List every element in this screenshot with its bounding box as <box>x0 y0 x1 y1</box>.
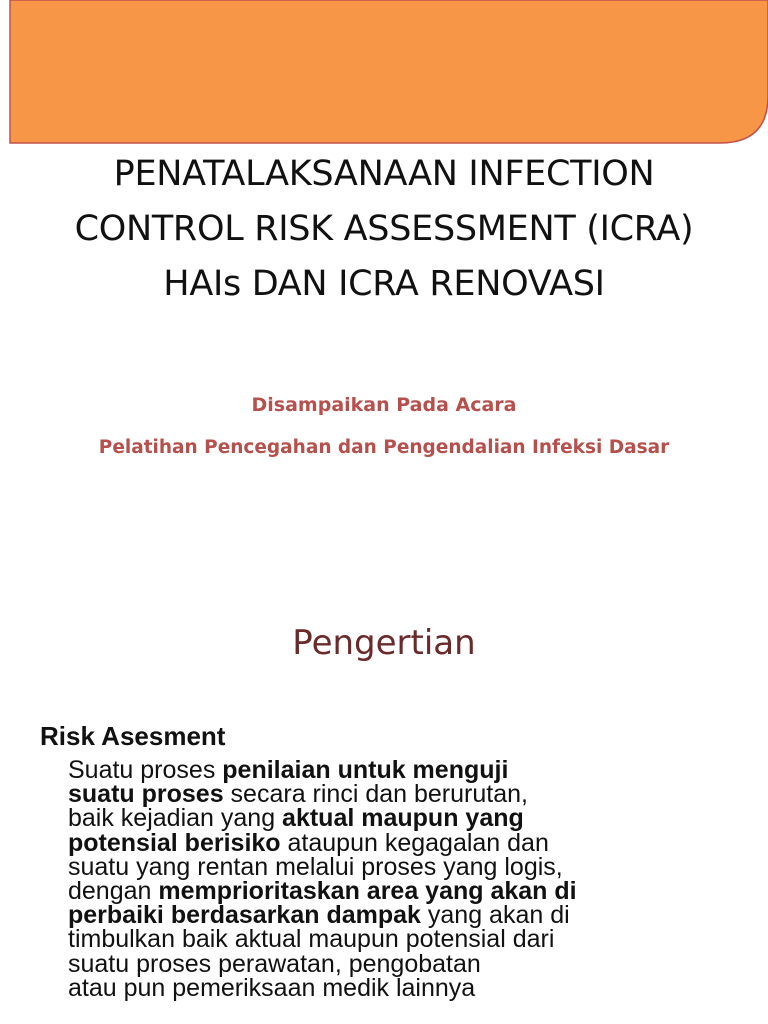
body-text: timbulkan baik aktual maupun potensial dari <box>68 925 555 954</box>
body-text: suatu yang rentan melalui proses yang logis, <box>68 852 563 881</box>
paragraph-line <box>68 852 758 881</box>
definition-paragraph <box>68 758 758 1000</box>
subtitle-event-intro: Disampaikan Pada Acara <box>251 394 517 416</box>
subtitle-event-name: Pelatihan Pencegahan dan Pengendalian Infeksi Dasar <box>98 437 670 458</box>
paragraph-line <box>68 925 758 954</box>
definition-slide <box>0 577 768 1024</box>
paragraph-line <box>68 780 758 809</box>
body-text: baik kejadian yang <box>68 804 283 833</box>
body-text: ataupun kegagalan dan <box>280 828 549 857</box>
emphasized-text: aktual maupun yang <box>282 804 524 833</box>
slide-title: Pengertian <box>292 623 476 663</box>
paragraph-line <box>68 877 758 906</box>
body-text: atau pun pemeriksaan medik lainnya <box>68 973 476 1002</box>
section-heading: Risk Asesment <box>40 721 226 751</box>
body-text: yang akan di <box>420 901 570 930</box>
body-text: suatu proses perawatan, pengobatan <box>68 949 481 978</box>
title-line-2: CONTROL RISK ASSESSMENT (ICRA) <box>74 209 694 249</box>
orange-banner <box>0 0 768 150</box>
emphasized-text: suatu proses <box>68 780 224 809</box>
paragraph-line <box>68 758 758 782</box>
body-text: dengan <box>68 877 159 906</box>
paragraph-line <box>68 828 758 857</box>
title-line-1: PENATALAKSANAAN INFECTION <box>113 154 655 194</box>
emphasized-text: memprioritaskan area yang akan di <box>158 877 577 906</box>
paragraph-line <box>68 949 758 978</box>
paragraph-line <box>68 973 758 1002</box>
emphasized-text: perbaiki berdasarkan dampak <box>68 901 421 930</box>
body-text: Suatu proses <box>68 756 223 784</box>
emphasized-text: penilaian untuk menguji <box>222 756 509 784</box>
paragraph-line <box>68 804 758 833</box>
paragraph-line <box>68 901 758 930</box>
emphasized-text: potensial berisiko <box>68 828 281 857</box>
body-text: secara rinci dan berurutan, <box>223 780 528 809</box>
title-line-3: HAIs DAN ICRA RENOVASI <box>163 264 605 304</box>
presentation-title <box>20 147 748 312</box>
